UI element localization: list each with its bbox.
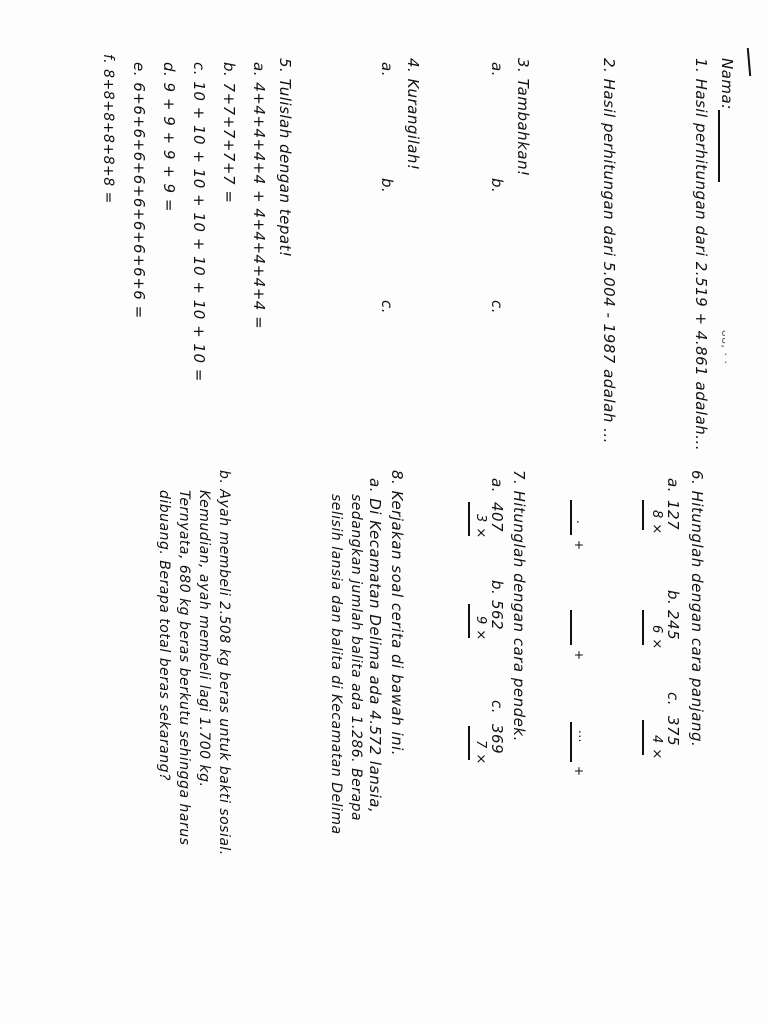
question-1: 1. Hasil perhitungan dari 2.519 + 4.861 adalah... — [692, 58, 710, 452]
q5-a: a. 4+4+4+4+4 + 4+4+4+4+4 = — [250, 62, 268, 330]
q3-c: c. — [488, 300, 506, 315]
q8-a-line1: a. Di Kecamatan Delima ada 4.572 lansia, — [366, 478, 384, 814]
q8-a-line2: sedangkan jumlah balita ada 1.286. Berapa — [348, 494, 364, 822]
name-blank — [719, 110, 721, 182]
q7-c-mul: 7 × — [473, 740, 488, 765]
q8-b-line1: b. Ayah membeli 2.508 kg beras untuk bakti sosial. — [216, 470, 232, 856]
question-3: 3. Tambahkan! — [514, 58, 532, 177]
q6-c-underline — [642, 720, 644, 755]
q8-b-line3: Ternyata, 680 kg beras berkutu sehingga harus — [176, 490, 192, 846]
q7-a-top: 407 — [488, 502, 506, 533]
q7-c-underline — [468, 726, 470, 760]
q3-b: b. — [488, 178, 506, 194]
q6-b-label: b. — [664, 590, 682, 606]
q8-b-line4: dibuang. Berapa total beras sekarang? — [156, 490, 172, 781]
q6-c-sum-line — [570, 722, 572, 762]
q6-b-sum-line — [570, 610, 572, 645]
q6-c-top: 375 — [664, 716, 682, 747]
q7-a-mul: 3 × — [473, 514, 488, 539]
q7-a-label: a. — [488, 478, 506, 493]
name-label: Nama: — [718, 58, 736, 110]
q6-b-mul: 6 × — [649, 625, 664, 650]
question-5: 5. Tulislah dengan tepat! — [276, 58, 294, 258]
question-8: 8. Kerjakan soal cerita di bawah ini. — [388, 470, 406, 757]
q3-a: a. — [488, 62, 506, 77]
q7-c-label: c. — [488, 700, 506, 715]
q8-a-line3: selisih lansia dan balita di Kecamatan Delima — [328, 494, 344, 835]
q6-b-underline — [642, 610, 644, 645]
q6-c-dots: ... — [576, 730, 590, 743]
q6-a-plus: + — [572, 540, 586, 551]
q7-b-underline — [468, 604, 470, 638]
q6-a-dot: . — [574, 520, 588, 525]
q6-c-plus: + — [572, 766, 586, 777]
q5-c: c. 10 + 10 + 10 + 10 + 10 + 10 + 10 = — [190, 62, 208, 382]
q5-f: f. 8+8+8+8+8+8 = — [100, 54, 116, 204]
q4-c: c. — [378, 300, 396, 315]
q7-a-underline — [468, 502, 470, 536]
q6-c-label: c. — [664, 692, 682, 707]
question-2: 2. Hasil perhitungan dari 5.004 - 1987 adalah ... — [600, 58, 618, 444]
question-4: 4. Kurangilah! — [404, 58, 422, 171]
q7-b-label: b. — [488, 580, 506, 596]
q6-c-mul: 4 × — [649, 735, 664, 760]
q7-b-top: 562 — [488, 600, 506, 631]
q4-a: a. — [378, 62, 396, 77]
question-6: 6. Hitunglah dengan cara panjang. — [688, 470, 706, 748]
q1-trailing-marks: ᴗᴗ, · · — [719, 330, 732, 365]
q6-a-sum-line — [570, 500, 572, 535]
q6-a-mul: 8 × — [649, 510, 664, 535]
q5-d: d. 9 + 9 + 9 + 9 = — [160, 62, 178, 212]
q8-b-line2: Kemudian, ayah membeli lagi 1.700 kg. — [196, 490, 212, 788]
q6-a-underline — [642, 500, 644, 530]
q6-a-top: 127 — [664, 500, 682, 531]
corner-mark — [747, 48, 751, 76]
q6-b-top: 245 — [664, 610, 682, 641]
q5-b: b. 7+7+7+7+7 = — [220, 62, 238, 204]
q4-b: b. — [378, 178, 396, 194]
q6-b-plus: + — [572, 650, 586, 661]
q7-c-top: 369 — [488, 724, 506, 755]
question-7: 7. Hitunglah dengan cara pendek. — [510, 470, 528, 742]
q7-b-mul: 9 × — [473, 616, 488, 641]
q5-e: e. 6+6+6+6+6+6+6+6+6+6 = — [130, 62, 148, 319]
q6-a-label: a. — [664, 478, 682, 493]
